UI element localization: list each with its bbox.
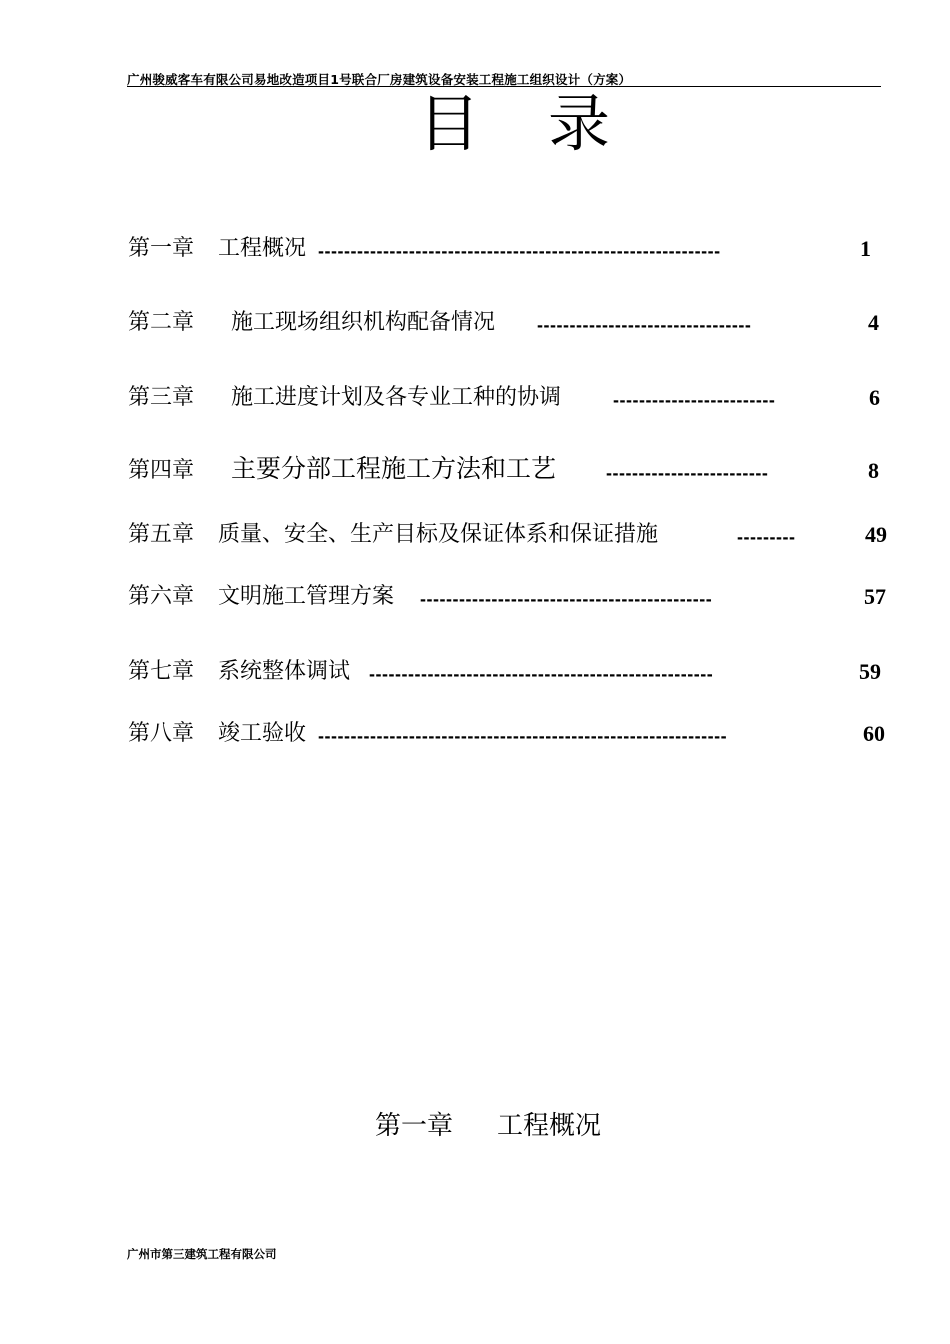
toc-entry-2[interactable] [128, 304, 890, 338]
toc-entry-page: 60 [863, 721, 885, 746]
toc-title [418, 88, 610, 160]
toc-entry-title: 竣工验收 [218, 721, 307, 746]
toc-entry-title: 施工现场组织机构配备情况 [231, 310, 496, 335]
chapter-heading-title: 工程概况 [497, 1111, 602, 1141]
running-header: 广州骏威客车有限公司易地改造项目1号联合厂房建筑设备安装工程施工组织设计（方案） [127, 72, 632, 87]
toc-entry-leader: -------------------------------------------------------------- [318, 241, 721, 261]
toc-entry-page: 4 [868, 310, 879, 335]
toc-title-char-2: 录 [548, 87, 611, 160]
toc-entry-page: 57 [864, 584, 886, 609]
toc-entry-7[interactable] [128, 653, 890, 687]
toc-entry-title: 文明施工管理方案 [218, 584, 395, 609]
chapter-heading-number: 第一章 [375, 1111, 454, 1141]
chapter-heading [375, 1108, 601, 1144]
toc-entry-leader: --------------------------------------------- [420, 589, 713, 609]
toc-entry-chapter: 第七章 [128, 659, 195, 684]
toc-entry-leader: ------------------------- [613, 390, 776, 410]
toc-entry-title: 工程概况 [218, 236, 307, 261]
toc-entry-chapter: 第五章 [128, 522, 195, 547]
toc-entry-chapter: 第六章 [128, 584, 195, 609]
toc-entry-1[interactable] [128, 230, 890, 264]
toc-entry-leader: ------------------------- [606, 463, 769, 483]
toc-entry-leader: ----------------------------------------------------- [369, 664, 714, 684]
toc-entry-page: 59 [859, 659, 881, 684]
header-rule [127, 86, 881, 87]
toc-entry-title: 施工进度计划及各专业工种的协调 [231, 385, 562, 410]
toc-entry-chapter: 第一章 [128, 236, 195, 261]
running-footer: 广州市第三建筑工程有限公司 [127, 1247, 277, 1261]
toc-entry-leader: --------------------------------------------------------------- [318, 726, 728, 746]
toc-entry-page: 8 [868, 458, 879, 483]
toc-entry-leader: --------- [737, 527, 796, 547]
toc-entry-4[interactable] [128, 452, 890, 486]
toc-entry-title: 主要分部工程施工方法和工艺 [231, 454, 557, 483]
toc-entry-page: 1 [860, 236, 871, 261]
toc-entry-chapter: 第八章 [128, 721, 195, 746]
toc-entry-chapter: 第三章 [128, 385, 195, 410]
toc-entry-title: 系统整体调试 [218, 659, 351, 684]
toc-entry-5[interactable] [128, 516, 890, 550]
toc-entry-chapter: 第二章 [128, 310, 195, 335]
toc-entry-3[interactable] [128, 379, 890, 413]
toc-entry-chapter: 第四章 [128, 458, 195, 483]
toc-entry-leader: --------------------------------- [537, 315, 752, 335]
toc-entry-page: 49 [865, 522, 887, 547]
toc-entry-page: 6 [869, 385, 880, 410]
toc-entry-6[interactable] [128, 578, 890, 612]
toc-entry-title: 质量、安全、生产目标及保证体系和保证措施 [218, 522, 659, 547]
toc-entry-8[interactable] [128, 715, 890, 749]
toc-title-char-1: 目 [418, 87, 481, 160]
